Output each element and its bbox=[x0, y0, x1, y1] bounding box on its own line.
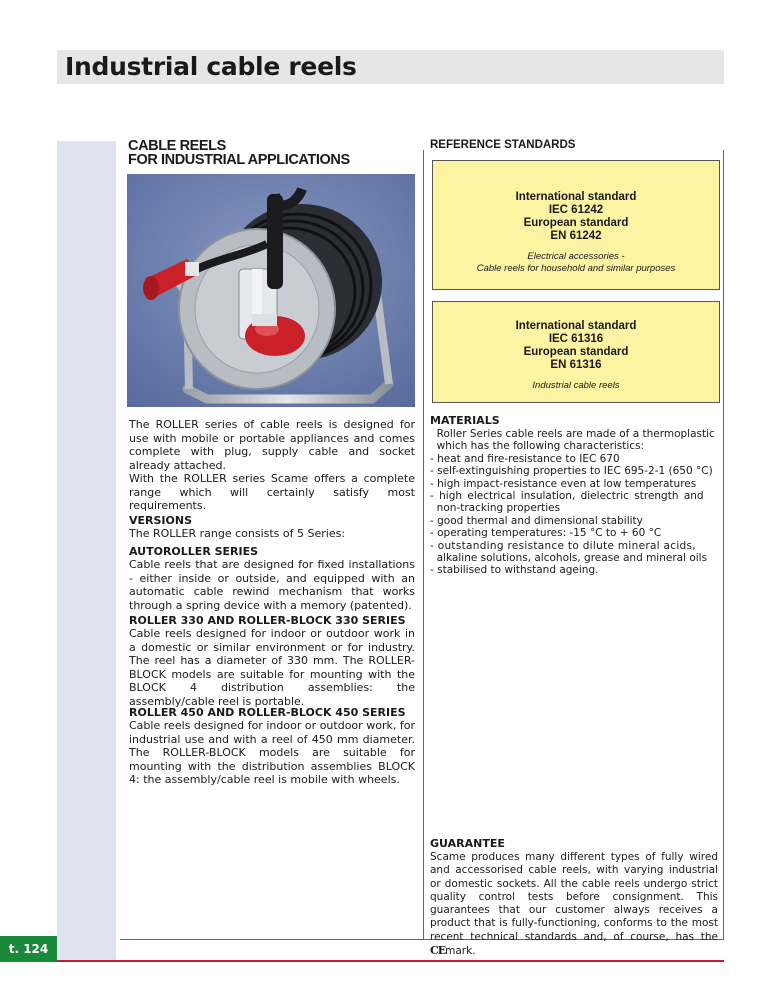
materials-line: non-tracking properties bbox=[430, 502, 561, 515]
section-title bbox=[128, 139, 350, 167]
standard-box-iec-61316 bbox=[432, 301, 720, 403]
section-title-line-1: CABLE REELS bbox=[128, 138, 226, 154]
standard-box-iec-61242 bbox=[432, 160, 720, 290]
intro-paragraph-2: With the ROLLER series Scame offers a complete range which will certainly satisfy most requirements. bbox=[129, 472, 415, 512]
box2-desc-1: Industrial cable reels bbox=[532, 380, 620, 391]
roller-330-text: Cable reels designed for indoor or outdoor work in a domestic or similar environment or for industry. The reel has a diameter of 330 mm. The ROLLER-BLOCK models are suitable for mounting with the BLOCK 4 distribution assemblies: the assembly/cable reel is portable. bbox=[129, 627, 415, 708]
cable-reel-photo bbox=[127, 174, 415, 407]
box1-line-1: International standard bbox=[515, 191, 637, 203]
bottom-rule bbox=[57, 960, 724, 962]
guarantee-paragraph bbox=[430, 851, 718, 958]
column-divider bbox=[423, 150, 424, 940]
materials-line: - high impact-resistance even at low temperatures bbox=[430, 477, 697, 490]
box2-line-3: European standard bbox=[523, 346, 629, 358]
reference-standards-heading: REFERENCE STANDARDS bbox=[430, 139, 576, 151]
guarantee-heading: GUARANTEE bbox=[430, 837, 505, 850]
materials-list bbox=[430, 428, 718, 577]
page-number-tab: t. 124 bbox=[0, 936, 57, 962]
materials-line: - operating temperatures: -15 °C to + 60 °C bbox=[430, 527, 662, 540]
box1-line-2: IEC 61242 bbox=[548, 204, 604, 216]
versions-heading: VERSIONS bbox=[129, 514, 192, 527]
materials-heading: MATERIALS bbox=[430, 414, 500, 427]
materials-line: - stabilised to withstand ageing. bbox=[430, 564, 599, 577]
materials-line: Roller Series cable reels are made of a thermoplastic bbox=[430, 428, 715, 440]
roller-330-heading: ROLLER 330 AND ROLLER-BLOCK 330 SERIES bbox=[129, 614, 406, 627]
box2-line-4: EN 61316 bbox=[550, 359, 602, 371]
page-title: Industrial cable reels bbox=[65, 52, 357, 81]
roller-450-heading: ROLLER 450 AND ROLLER-BLOCK 450 SERIES bbox=[129, 706, 406, 719]
intro-paragraph-1: The ROLLER series of cable reels is designed for use with mobile or portable appliances and comes complete with plug, supply cable and socket already attached. bbox=[129, 418, 415, 472]
box1-desc-2: Cable reels for household and similar purposes bbox=[476, 262, 676, 274]
section-title-line-2: FOR INDUSTRIAL APPLICATIONS bbox=[128, 152, 350, 168]
frame-right-border bbox=[723, 150, 724, 940]
autoroller-heading: AUTOROLLER SERIES bbox=[129, 545, 259, 558]
versions-text: The ROLLER range consists of 5 Series: bbox=[129, 527, 346, 540]
ce-mark-icon: CE bbox=[430, 944, 446, 958]
left-margin-strip bbox=[57, 141, 116, 960]
materials-line: which has the following characteristics: bbox=[430, 440, 645, 453]
box1-line-4: EN 61242 bbox=[550, 230, 602, 242]
guarantee-end: mark. bbox=[445, 945, 476, 958]
materials-line: - heat and fire-resistance to IEC 670 bbox=[430, 452, 620, 465]
materials-line: - self-extinguishing properties to IEC 695-2-1 (650 °C) bbox=[430, 465, 713, 478]
box2-line-2: IEC 61316 bbox=[548, 333, 604, 345]
box2-line-1: International standard bbox=[515, 320, 637, 332]
box1-desc-1: Electrical accessories - bbox=[527, 251, 625, 262]
materials-line: - good thermal and dimensional stability bbox=[430, 514, 643, 527]
materials-line: - outstanding resistance to dilute mineral acids, bbox=[430, 539, 696, 552]
materials-line: - high electrical insulation, dielectric strength and bbox=[430, 490, 704, 503]
cable-reel-illustration bbox=[127, 174, 415, 407]
materials-line: alkaline solutions, alcohols, grease and mineral oils bbox=[430, 552, 708, 565]
autoroller-text: Cable reels that are designed for fixed installations - either inside or outside, and equipped with an automatic cable rewind mechanism that works through a spring device with a memory (patented). bbox=[129, 558, 415, 612]
guarantee-text: Scame produces many different types of fully wired and accessorised cable reels, with varying industrial or domestic sockets. All the cable reels undergo strict quality control tests before consignment. This guarantees that our customer always receives a product that is fully-functioning, conforms to the most recent technical standards and, of course, has the bbox=[430, 851, 718, 943]
box1-line-3: European standard bbox=[523, 217, 629, 229]
roller-450-text: Cable reels designed for indoor or outdoor work, for industrial use and with a reel of 450 mm diameter. The ROLLER-BLOCK models are suitable for mounting with the distribution assemblies BLOCK 4: the assembly/cable reel is mobile with wheels. bbox=[129, 719, 415, 786]
